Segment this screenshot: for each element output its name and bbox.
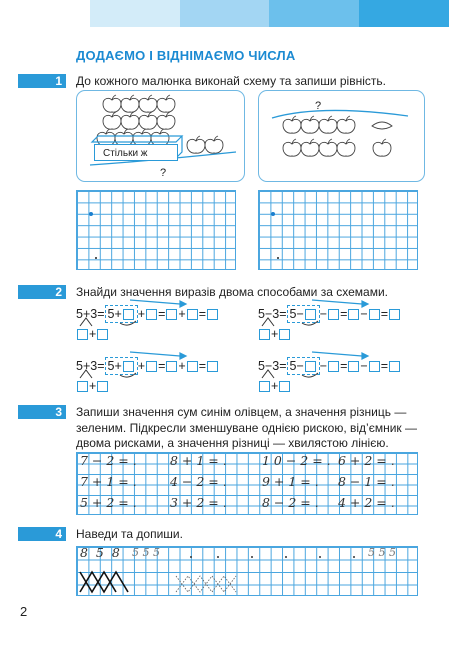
task-number-2: 2: [18, 285, 66, 299]
question-mark-right: ?: [315, 100, 322, 112]
apple-icon: [337, 116, 355, 133]
same-amount-label: Стільки ж: [94, 144, 178, 161]
expr-part: 5+: [107, 359, 122, 373]
handwritten-expression: 5 + 2 = .: [80, 495, 137, 510]
apple-icon: [157, 112, 175, 129]
expr-start: 5−3=: [258, 359, 287, 373]
apple-icon: [157, 95, 175, 112]
expression-row1-plus: 5+3= 5+ + = + =: [76, 305, 219, 323]
apple-icon: [103, 95, 121, 112]
handwritten-expression: 9 + 1 = .: [262, 474, 319, 489]
task3-line: зеленим. Підкресли зменшуване однією рискою, від’ємник —: [76, 420, 417, 435]
handwritten-expression: 7 − 2 = .: [80, 453, 137, 468]
apple-icon: [103, 112, 121, 129]
expr-part: 5−: [289, 359, 304, 373]
point-right: [277, 257, 279, 259]
answer-grid-left[interactable]: [76, 190, 236, 270]
page-number: 2: [20, 604, 28, 619]
decomposition-row1-left: +: [76, 327, 109, 341]
decomposition-row2-left: +: [76, 379, 109, 393]
apple-drawings: [0, 0, 449, 200]
expression-row1-minus: 5−3= 5− − = − =: [258, 305, 401, 323]
expr-part: 5+: [107, 307, 122, 321]
apple-icon: [283, 116, 301, 133]
handwritten-expression: 7 + 1 = .: [80, 474, 137, 489]
expression-row2-minus: 5−3= 5− − = − =: [258, 357, 401, 375]
apple-icon: [319, 116, 337, 133]
task-number-1: 1: [18, 74, 66, 88]
start-dot-left: [89, 212, 93, 216]
page-title: ДОДАЄМО І ВІДНІМАЄМО ЧИСЛА: [76, 48, 296, 63]
task4-text: Наведи та допиши.: [76, 527, 183, 541]
handwritten-expression: 6 + 2 = .: [338, 453, 395, 468]
apple-icon: [139, 112, 157, 129]
expr-start: 5+3=: [76, 307, 105, 321]
apple-icon: [337, 139, 355, 156]
handwriting-sample: 8 5 8: [80, 545, 122, 560]
answer-grid-right[interactable]: [258, 190, 418, 270]
handwritten-expression: 4 + 2 = .: [338, 495, 395, 510]
apple-icon: [139, 95, 157, 112]
scheme-arrows: [0, 290, 449, 400]
svg-text:5 5 5: 5 5 5: [132, 546, 160, 559]
expression-row2-plus: 5+3= 5+ + = + =: [76, 357, 219, 375]
start-dot-right: [271, 212, 275, 216]
apple-icon: [187, 136, 205, 153]
point-left: [95, 257, 97, 259]
decomposition-row2-right: +: [258, 379, 291, 393]
task3-line: двома рисками, а значення різниці — хвилястою лінією.: [76, 436, 389, 450]
tracing-patterns: [76, 544, 418, 598]
apple-icon: [283, 139, 301, 156]
handwritten-expression: 3 + 2 = .: [170, 495, 227, 510]
apple-icon: [121, 95, 139, 112]
task3-line: Запиши значення сум синім олівцем, а значення різниць —: [76, 405, 407, 419]
handwritten-expression: 1 0 − 2 = .: [262, 453, 331, 468]
handwritten-expression: 8 − 2 = .: [262, 495, 319, 510]
apple-icon: [319, 139, 337, 156]
apple-icon: [121, 112, 139, 129]
task2-text: Знайди значення виразів двома способами за схемами.: [76, 285, 388, 299]
apple-icon: [301, 116, 319, 133]
task-number-3: 3: [18, 405, 66, 419]
apple-icon: [205, 136, 223, 153]
handwritten-expression: 8 − 1 = .: [338, 474, 395, 489]
apple-icon: [373, 139, 391, 156]
task3-text: [76, 405, 417, 452]
expr-start: 5−3=: [258, 307, 287, 321]
apple-icon: [301, 139, 319, 156]
expr-start: 5+3=: [76, 359, 105, 373]
expr-part: 5−: [289, 307, 304, 321]
decomposition-row1-right: +: [258, 327, 291, 341]
svg-text:5 5 5: 5 5 5: [368, 546, 396, 559]
handwritten-expression: 8 + 1 = .: [170, 453, 227, 468]
handwritten-expression: 4 − 2 = .: [170, 474, 227, 489]
task-number-4: 4: [18, 527, 66, 541]
task1-text: До кожного малюнка виконай схему та запиши рівність.: [76, 74, 386, 88]
question-mark-left: ?: [160, 167, 167, 179]
